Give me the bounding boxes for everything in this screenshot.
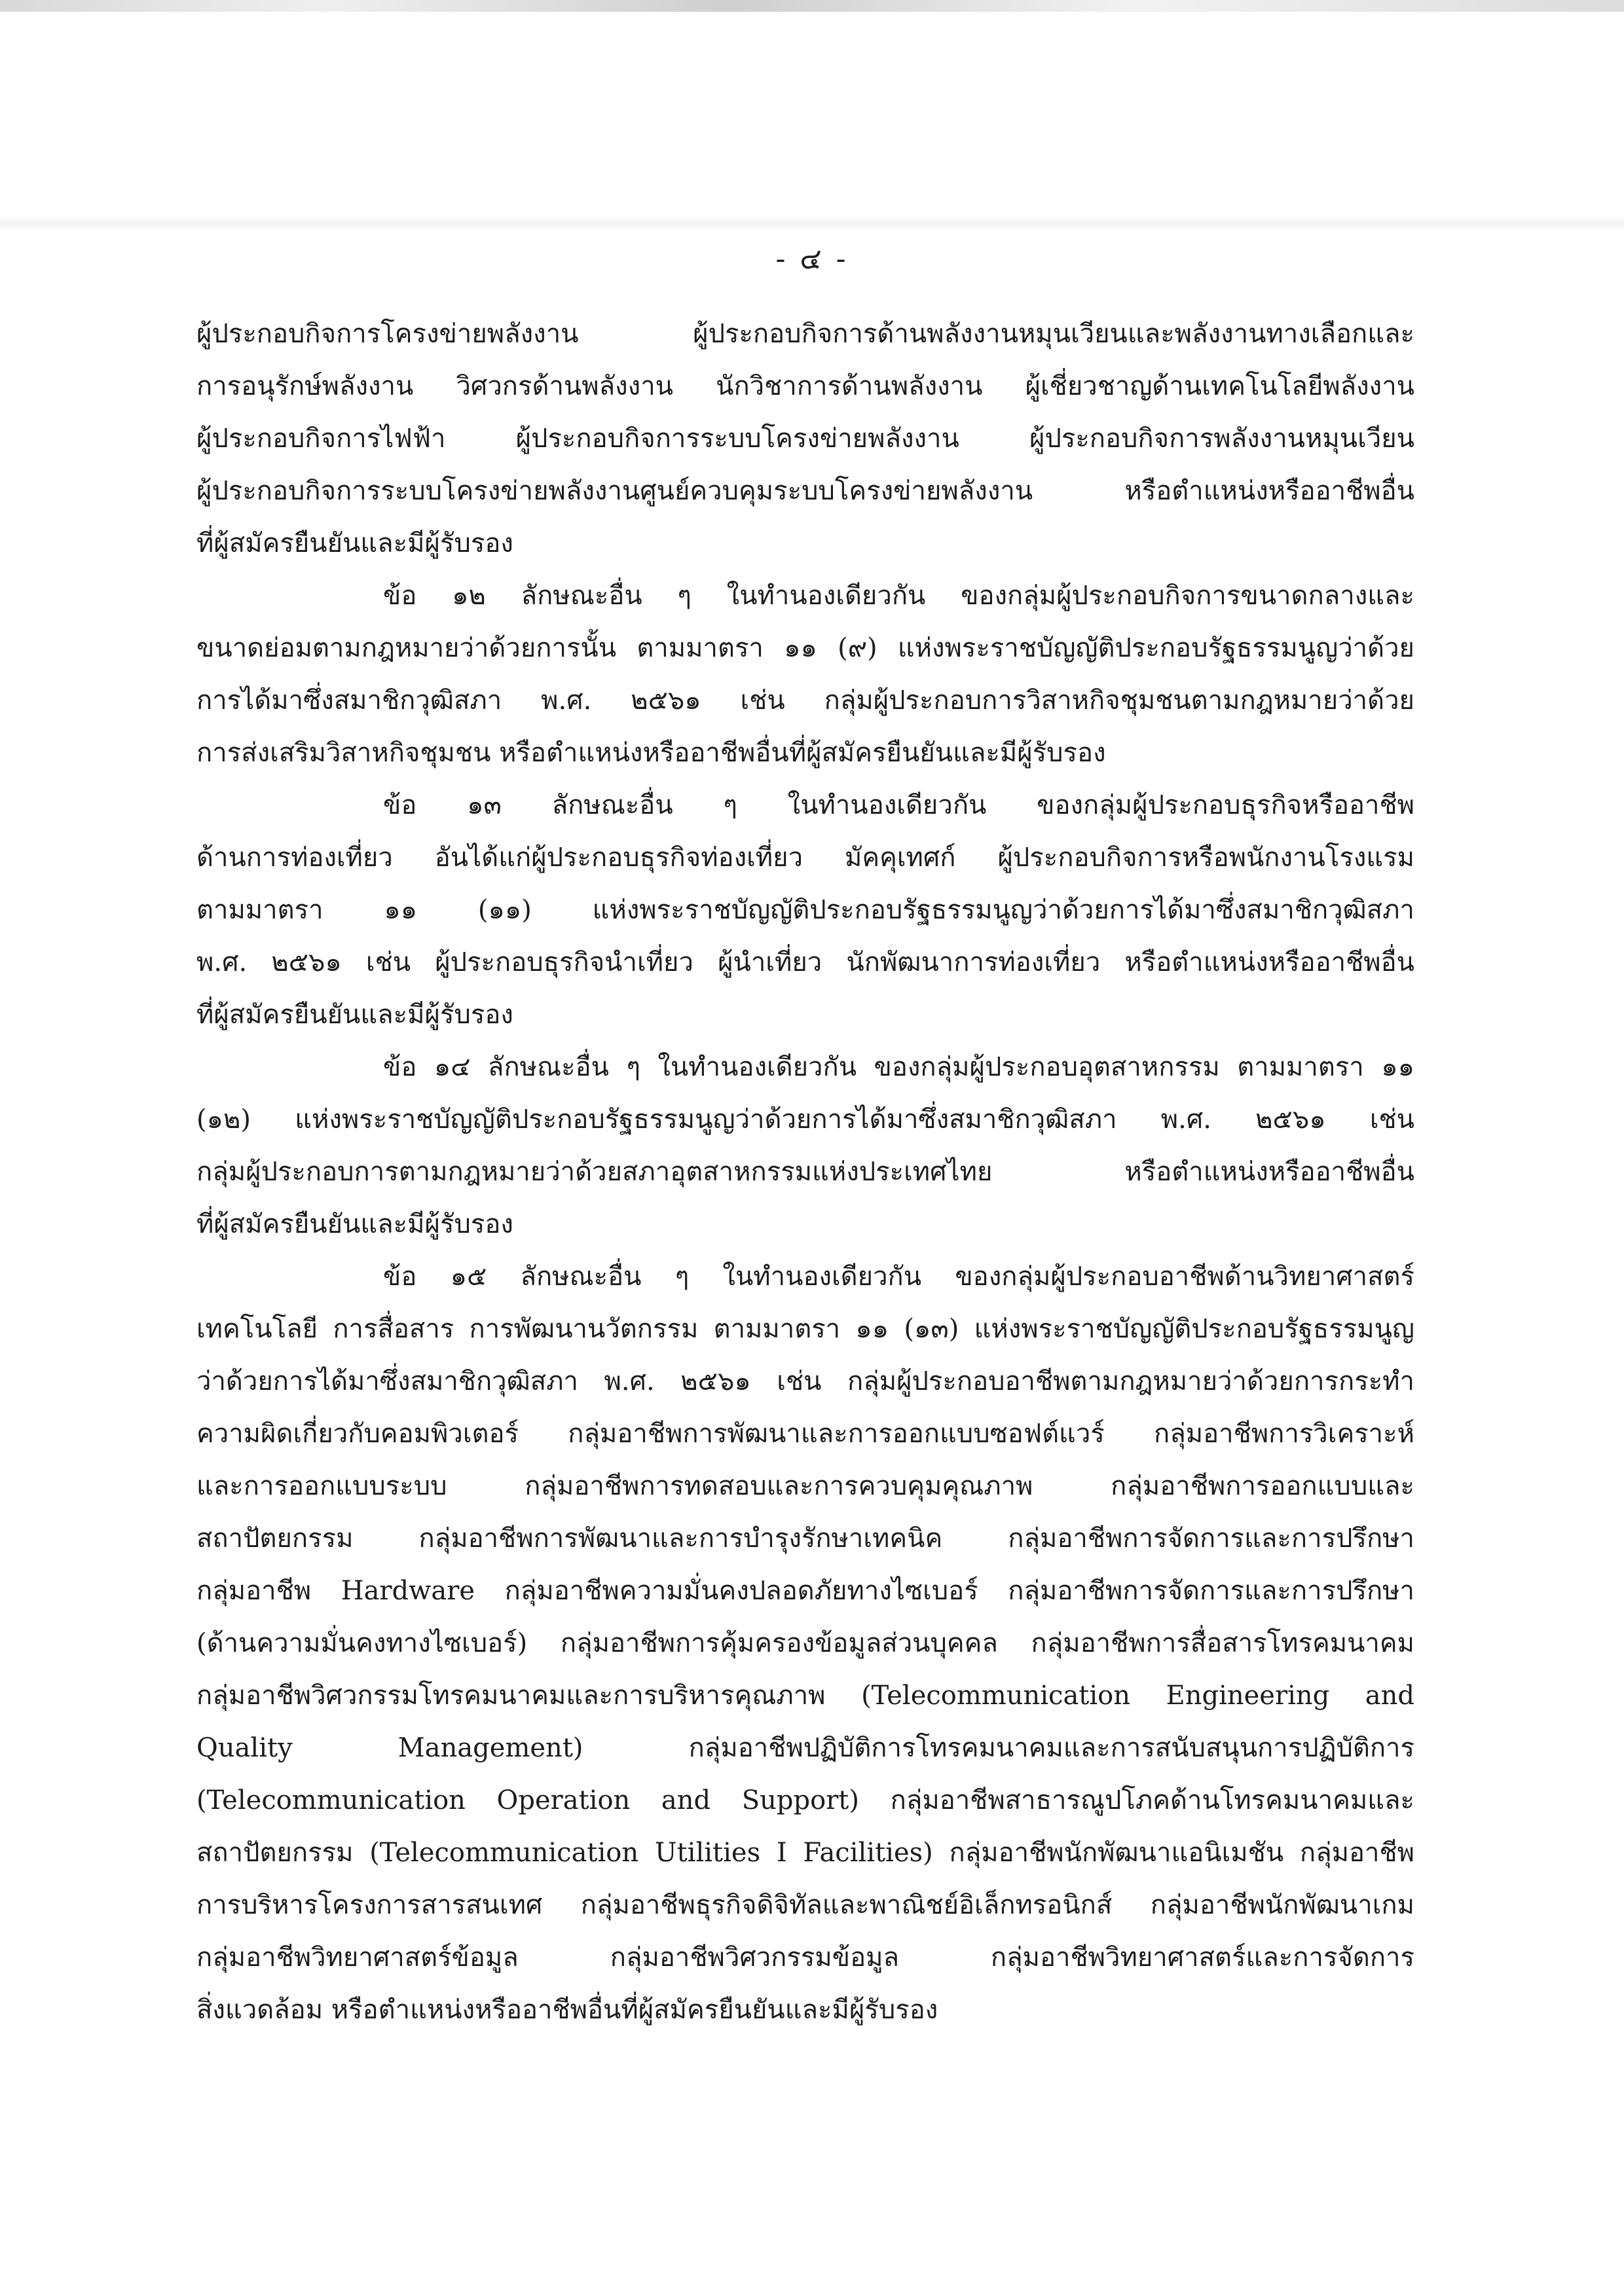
text-line: ที่ผู้สมัครยืนยันและมีผู้รับรอง [196,1209,513,1239]
text-line: กลุ่มผู้ประกอบการตามกฎหมายว่าด้วยสภาอุตสาหกรรมแห่งประเทศไทย หรือตำแหน่งหรืออาชีพอื่น [196,1157,1414,1187]
clause-first-line: ข้อ ๑๓ ลักษณะอื่น ๆ ในทำนองเดียวกัน ของกลุ่มผู้ประกอบธุรกิจหรืออาชีพ [383,790,1414,820]
text-line: การอนุรักษ์พลังงาน วิศวกรด้านพลังงาน นักวิชาการด้านพลังงาน ผู้เชี่ยวชาญด้านเทคโนโลยีพลังงาน [196,371,1414,401]
scan-top-edge [0,0,1624,12]
scan-fold-shadow [0,216,1624,232]
text-line: กลุ่มอาชีพวิทยาศาสตร์ข้อมูล กลุ่มอาชีพวิศวกรรมข้อมูล กลุ่มอาชีพวิทยาศาสตร์และการจัดการ [196,1942,1414,1973]
text-line: ผู้ประกอบกิจการไฟฟ้า ผู้ประกอบกิจการระบบโครงข่ายพลังงาน ผู้ประกอบกิจการพลังงานหมุนเวียน [196,424,1414,454]
text-line: ด้านการท่องเที่ยว อันได้แก่ผู้ประกอบธุรกิจท่องเที่ยว มัคคุเทศก์ ผู้ประกอบกิจการหรือพนักงานโรงแรม [196,843,1414,873]
text-line: การได้มาซึ่งสมาชิกวุฒิสภา พ.ศ. ๒๕๖๑ เช่น กลุ่มผู้ประกอบการวิสาหกิจชุมชนตามกฎหมายว่าด้วย [196,685,1414,716]
text-line: สถาปัตยกรรม (Telecommunication Utilities I Facilities) กลุ่มอาชีพนักพัฒนาแอนิเมชัน กลุ่มอาชีพ [196,1838,1414,1868]
text-line: ขนาดย่อมตามกฎหมายว่าด้วยการนั้น ตามมาตรา ๑๑ (๙) แห่งพระราชบัญญัติประกอบรัฐธรรมนูญว่าด้วย [196,633,1414,663]
text-line: การส่งเสริมวิสาหกิจชุมชน หรือตำแหน่งหรืออาชีพอื่นที่ผู้สมัครยืนยันและมีผู้รับรอง [196,738,1106,768]
text-line: (ด้านความมั่นคงทางไซเบอร์) กลุ่มอาชีพการคุ้มครองข้อมูลส่วนบุคคล กลุ่มอาชีพการสื่อสารโทรคมนาคม [196,1628,1414,1658]
text-line: ผู้ประกอบกิจการโครงข่ายพลังงาน ผู้ประกอบกิจการด้านพลังงานหมุนเวียนและพลังงานทางเลือกและ [196,319,1414,349]
text-line: เทคโนโลยี การสื่อสาร การพัฒนานวัตกรรม ตามมาตรา ๑๑ (๑๓) แห่งพระราชบัญญัติประกอบรัฐธรรมนูญ [196,1314,1414,1344]
text-line: และการออกแบบระบบ กลุ่มอาชีพการทดสอบและการควบคุมคุณภาพ กลุ่มอาชีพการออกแบบและ [196,1471,1414,1501]
document-body [196,308,1414,2036]
text-line: ที่ผู้สมัครยืนยันและมีผู้รับรอง [196,1000,513,1030]
text-line: การบริหารโครงการสารสนเทศ กลุ่มอาชีพธุรกิจดิจิทัลและพาณิชย์อิเล็กทรอนิกส์ กลุ่มอาชีพนักพัฒนาเกม [196,1890,1414,1920]
text-line: กลุ่มอาชีพวิศวกรรมโทรคมนาคมและการบริหารคุณภาพ (Telecommunication Engineering and [196,1681,1414,1711]
text-line: Quality Management) กลุ่มอาชีพปฏิบัติการโทรคมนาคมและการสนับสนุนการปฏิบัติการ [196,1733,1414,1763]
clause-first-line: ข้อ ๑๔ ลักษณะอื่น ๆ ในทำนองเดียวกัน ของกลุ่มผู้ประกอบอุตสาหกรรม ตามมาตรา ๑๑ [383,1052,1414,1082]
clause-first-line: ข้อ ๑๒ ลักษณะอื่น ๆ ในทำนองเดียวกัน ของกลุ่มผู้ประกอบกิจการขนาดกลางและ [383,581,1414,611]
text-line: ตามมาตรา ๑๑ (๑๑) แห่งพระราชบัญญัติประกอบรัฐธรรมนูญว่าด้วยการได้มาซึ่งสมาชิกวุฒิสภา [196,895,1414,925]
text-line: พ.ศ. ๒๕๖๑ เช่น ผู้ประกอบธุรกิจนำเที่ยว ผู้นำเที่ยว นักพัฒนาการท่องเที่ยว หรือตำแหน่งหรืออาชีพอื่น [196,947,1414,977]
text-line: ความผิดเกี่ยวกับคอมพิวเตอร์ กลุ่มอาชีพการพัฒนาและการออกแบบซอฟต์แวร์ กลุ่มอาชีพการวิเคราะห์ [196,1419,1414,1449]
text-line: กลุ่มอาชีพ Hardware กลุ่มอาชีพความมั่นคงปลอดภัยทางไซเบอร์ กลุ่มอาชีพการจัดการและการปรึกษา [196,1576,1414,1606]
text-line: ที่ผู้สมัครยืนยันและมีผู้รับรอง [196,528,513,558]
page-number: - ๔ - [775,242,849,276]
text-line: ผู้ประกอบกิจการระบบโครงข่ายพลังงานศูนย์ควบคุมระบบโครงข่ายพลังงาน หรือตำแหน่งหรืออาชีพอื่น [196,476,1414,506]
text-line: สิ่งแวดล้อม หรือตำแหน่งหรืออาชีพอื่นที่ผู้สมัครยืนยันและมีผู้รับรอง [196,1995,938,2025]
text-line: สถาปัตยกรรม กลุ่มอาชีพการพัฒนาและการบำรุงรักษาเทคนิค กลุ่มอาชีพการจัดการและการปรึกษา [196,1523,1414,1554]
text-line: ว่าด้วยการได้มาซึ่งสมาชิกวุฒิสภา พ.ศ. ๒๕๖๑ เช่น กลุ่มผู้ประกอบอาชีพตามกฎหมายว่าด้วยการกระทำ [196,1366,1414,1396]
text-line: (Telecommunication Operation and Support) กลุ่มอาชีพสาธารณูปโภคด้านโทรคมนาคมและ [196,1785,1414,1815]
clause-first-line: ข้อ ๑๕ ลักษณะอื่น ๆ ในทำนองเดียวกัน ของกลุ่มผู้ประกอบอาชีพด้านวิทยาศาสตร์ [383,1262,1414,1292]
text-line: (๑๒) แห่งพระราชบัญญัติประกอบรัฐธรรมนูญว่าด้วยการได้มาซึ่งสมาชิกวุฒิสภา พ.ศ. ๒๕๖๑ เช่น [196,1104,1414,1135]
